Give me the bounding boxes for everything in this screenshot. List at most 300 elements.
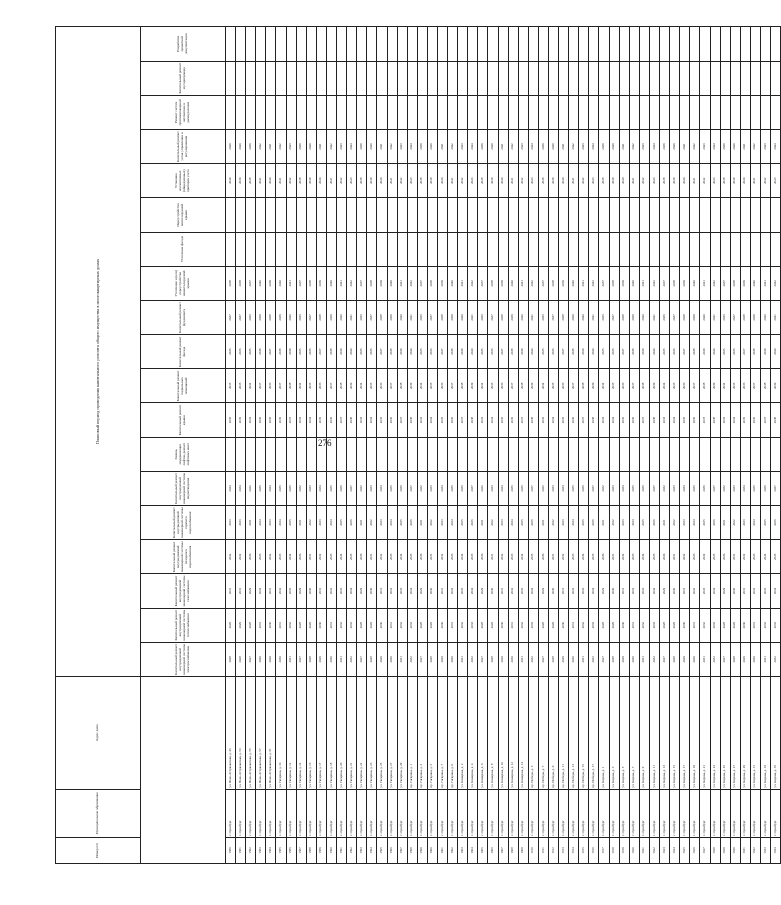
cell-year [306, 27, 316, 62]
cell-year: 2032 [589, 642, 599, 676]
cell-year: 2035 [549, 369, 559, 403]
cell-year: 2037 [306, 300, 316, 334]
cell-year [326, 61, 336, 95]
cell-year: 2032 [639, 608, 649, 642]
cell-year [256, 95, 266, 129]
cell-year [599, 95, 609, 129]
cell-year: 2032 [740, 540, 750, 574]
cell-year [347, 95, 357, 129]
cell-year: 2035 [750, 471, 760, 505]
cell-year: 2038 [660, 164, 670, 198]
cell-year: 2042 [771, 266, 781, 300]
cell-year [417, 232, 427, 266]
cell-year: 2038 [407, 403, 417, 437]
cell-year [276, 232, 286, 266]
cell-year [246, 95, 256, 129]
cell-year: 2039 [670, 164, 680, 198]
cell-address: ул. Гагарина, д. 17 [316, 676, 326, 789]
cell-year: 2035 [771, 540, 781, 574]
cell-year [720, 95, 730, 129]
cell-year: 2036 [256, 403, 266, 437]
cell-year: 2031 [619, 574, 629, 608]
cell-address: ул. Кирова, д. 27 [730, 676, 740, 789]
cell-year: 2036 [347, 506, 357, 540]
cell-year: 2041 [589, 300, 599, 334]
cell-year [700, 198, 710, 232]
cell-year [649, 198, 659, 232]
cell-number: 1626 [690, 837, 700, 863]
table-row [427, 27, 437, 864]
cell-year: 2040 [579, 300, 589, 334]
cell-year [478, 437, 488, 471]
cell-year [639, 27, 649, 62]
cell-year: 2035 [417, 335, 427, 369]
cell-year: 2038 [458, 369, 468, 403]
cell-year: 2029 [296, 574, 306, 608]
cell-year: 2033 [760, 574, 770, 608]
cell-year: 2042 [337, 164, 347, 198]
cell-year: 2029 [427, 608, 437, 642]
cell-year [559, 27, 569, 62]
cell-year: 2034 [599, 369, 609, 403]
cell-year: 2035 [236, 403, 246, 437]
cell-year [296, 27, 306, 62]
cell-year [538, 27, 548, 62]
cell-year [458, 198, 468, 232]
cell-year [367, 198, 377, 232]
cell-year: 2031 [639, 642, 649, 676]
cell-year: 2027 [357, 642, 367, 676]
cell-year: 2044 [589, 129, 599, 163]
cell-number: 1624 [670, 837, 680, 863]
cell-year: 2044 [468, 129, 478, 163]
header-work-type: Капитальный ремонт внутридомовой инженерной системы теплоснабжения [141, 608, 226, 642]
cell-year: 2035 [660, 335, 670, 369]
cell-year: 2037 [488, 300, 498, 334]
cell-year [407, 437, 417, 471]
cell-year [771, 61, 781, 95]
cell-year: 2031 [488, 540, 498, 574]
cell-year: 2029 [316, 642, 326, 676]
cell-year: 2040 [286, 300, 296, 334]
cell-year: 2034 [448, 506, 458, 540]
cell-year: 2030 [609, 574, 619, 608]
cell-year: 2030 [246, 540, 256, 574]
cell-year: 2032 [649, 642, 659, 676]
cell-municipality: г. Оренбург [226, 789, 236, 837]
cell-number: 1618 [609, 837, 619, 863]
cell-year: 2033 [458, 574, 468, 608]
cell-year: 2033 [629, 540, 639, 574]
cell-year: 2033 [538, 403, 548, 437]
cell-year: 2042 [690, 129, 700, 163]
cell-year: 2036 [680, 369, 690, 403]
cell-year: 2031 [286, 642, 296, 676]
cell-year [660, 61, 670, 95]
cell-year [357, 95, 367, 129]
cell-municipality: г. Оренбург [276, 789, 286, 837]
cell-year: 2033 [639, 574, 649, 608]
cell-year: 2041 [337, 266, 347, 300]
cell-year: 2030 [377, 608, 387, 642]
cell-number: 1589 [316, 837, 326, 863]
cell-year: 2034 [488, 403, 498, 437]
cell-address: ул. Комарова, д. 4 [468, 676, 478, 789]
cell-year: 2041 [276, 164, 286, 198]
cell-year: 2038 [397, 369, 407, 403]
cell-year: 2040 [337, 300, 347, 334]
cell-municipality: г. Оренбург [559, 789, 569, 837]
cell-year [508, 437, 518, 471]
cell-year: 2041 [629, 164, 639, 198]
cell-address: пр. Победы, д. 7 [538, 676, 548, 789]
cell-year: 2038 [730, 266, 740, 300]
header-work-type: Капитальный ремонт внутридомовой инженерной системы холодного водоснабжения [141, 540, 226, 574]
cell-number: 1611 [538, 837, 548, 863]
cell-year [549, 198, 559, 232]
cell-year: 2036 [559, 369, 569, 403]
cell-year: 2034 [518, 540, 528, 574]
cell-municipality: г. Оренбург [427, 789, 437, 837]
cell-number: 1622 [649, 837, 659, 863]
cell-year: 2032 [518, 608, 528, 642]
cell-year: 2038 [286, 369, 296, 403]
cell-number: 1583 [256, 837, 266, 863]
cell-year: 2043 [589, 164, 599, 198]
cell-year: 2036 [326, 403, 336, 437]
cell-year: 2027 [478, 642, 488, 676]
cell-year: 2031 [226, 574, 236, 608]
cell-year: 2033 [649, 608, 659, 642]
cell-year: 2035 [316, 403, 326, 437]
cell-municipality: г. Оренбург [710, 789, 720, 837]
cell-year: 2033 [417, 403, 427, 437]
cell-year: 2027 [720, 642, 730, 676]
cell-year [236, 437, 246, 471]
cell-year [326, 232, 336, 266]
cell-year: 2040 [549, 129, 559, 163]
cell-year [276, 27, 286, 62]
cell-number: 1587 [296, 837, 306, 863]
cell-year: 2033 [468, 608, 478, 642]
cell-year: 2030 [740, 608, 750, 642]
table-row [306, 27, 316, 864]
cell-year: 2038 [488, 266, 498, 300]
cell-number: 1592 [347, 837, 357, 863]
cell-year: 2031 [498, 574, 508, 608]
cell-year: 2027 [660, 642, 670, 676]
cell-municipality: г. Оренбург [700, 789, 710, 837]
header-work-type: Ремонт систем противопожарной автоматики и дымоудаления [141, 95, 226, 129]
cell-address: ул. Гагарина, д. 12 [286, 676, 296, 789]
cell-year [670, 61, 680, 95]
cell-year: 2036 [599, 300, 609, 334]
header-work-type: Капитальный ремонт внутридомовой инженерной системы водоотведения [141, 471, 226, 505]
cell-year [316, 61, 326, 95]
cell-year [337, 27, 347, 62]
cell-year: 2040 [710, 335, 720, 369]
cell-year: 2031 [367, 540, 377, 574]
cell-year: 2037 [569, 369, 579, 403]
cell-year: 2032 [670, 506, 680, 540]
cell-year [750, 27, 760, 62]
cell-year: 2032 [549, 506, 559, 540]
cell-year: 2037 [427, 300, 437, 334]
cell-year: 2029 [559, 642, 569, 676]
cell-year: 2037 [377, 335, 387, 369]
cell-number: 1600 [427, 837, 437, 863]
cell-year: 2034 [397, 540, 407, 574]
cell-year: 2042 [649, 266, 659, 300]
table-row [478, 27, 488, 864]
cell-year [569, 437, 579, 471]
cell-year [427, 27, 437, 62]
cell-address: ул. Кирова, д. 31 [750, 676, 760, 789]
cell-year: 2041 [387, 164, 397, 198]
table-row [468, 27, 478, 864]
cell-year [266, 232, 276, 266]
cell-year: 2034 [760, 540, 770, 574]
cell-number: 1599 [417, 837, 427, 863]
cell-year: 2042 [629, 129, 639, 163]
cell-year [246, 27, 256, 62]
cell-year: 2041 [508, 164, 518, 198]
cell-year [740, 27, 750, 62]
table-row [760, 27, 770, 864]
cell-year [397, 95, 407, 129]
cell-year [710, 232, 720, 266]
cell-year [296, 232, 306, 266]
cell-number: 1616 [589, 837, 599, 863]
cell-year [448, 95, 458, 129]
cell-year: 2040 [397, 300, 407, 334]
cell-year: 2032 [599, 471, 609, 505]
cell-year [337, 232, 347, 266]
cell-year: 2040 [750, 266, 760, 300]
cell-year: 2035 [468, 540, 478, 574]
cell-year: 2033 [407, 608, 417, 642]
cell-year [740, 61, 750, 95]
cell-year: 2034 [680, 471, 690, 505]
cell-year: 2034 [337, 540, 347, 574]
cell-year [579, 198, 589, 232]
cell-year: 2035 [569, 471, 579, 505]
cell-year: 2034 [296, 369, 306, 403]
cell-address: ул. Гагарина, д. 18 [326, 676, 336, 789]
cell-year: 2042 [448, 129, 458, 163]
cell-year [488, 232, 498, 266]
cell-year [760, 27, 770, 62]
cell-year: 2039 [518, 335, 528, 369]
cell-municipality: г. Оренбург [690, 789, 700, 837]
cell-year [498, 27, 508, 62]
cell-year: 2036 [629, 403, 639, 437]
cell-municipality: г. Оренбург [266, 789, 276, 837]
cell-year: 2033 [226, 506, 236, 540]
cell-year [387, 232, 397, 266]
cell-year [337, 61, 347, 95]
cell-year: 2032 [619, 540, 629, 574]
table-row [589, 27, 599, 864]
cell-year [326, 95, 336, 129]
cell-year: 2030 [306, 574, 316, 608]
cell-year: 2031 [549, 540, 559, 574]
cell-year: 2042 [347, 266, 357, 300]
cell-year: 2033 [680, 506, 690, 540]
cell-year [710, 437, 720, 471]
cell-address: ул. Гагарина, д. 10 [276, 676, 286, 789]
cell-year [599, 198, 609, 232]
cell-year: 2034 [569, 506, 579, 540]
cell-year: 2033 [599, 403, 609, 437]
cell-year [286, 437, 296, 471]
table-row [680, 27, 690, 864]
cell-number: 1610 [528, 837, 538, 863]
cell-year: 2035 [518, 506, 528, 540]
header-work-type: Капитальный ремонт внутридомовой инженерной системы горячего водоснабжения [141, 506, 226, 540]
cell-year: 2040 [367, 129, 377, 163]
cell-year [589, 95, 599, 129]
cell-year [387, 437, 397, 471]
cell-municipality: г. Оренбург [256, 789, 266, 837]
cell-year: 2035 [236, 369, 246, 403]
cell-year [559, 198, 569, 232]
cell-year: 2040 [639, 300, 649, 334]
cell-year: 2041 [639, 266, 649, 300]
cell-number: 1615 [579, 837, 589, 863]
cell-year [498, 198, 508, 232]
cell-number: 1619 [619, 837, 629, 863]
cell-address: ул. Кирова, д. 1 [599, 676, 609, 789]
cell-year: 2039 [296, 129, 306, 163]
cell-year: 2035 [740, 403, 750, 437]
cell-year [367, 437, 377, 471]
cell-year: 2041 [498, 129, 508, 163]
cell-year: 2039 [508, 300, 518, 334]
cell-year [508, 95, 518, 129]
cell-year: 2042 [579, 164, 589, 198]
cell-year: 2033 [377, 506, 387, 540]
cell-year [609, 437, 619, 471]
cell-address: пр. Победы, д. 15 [579, 676, 589, 789]
cell-year [427, 437, 437, 471]
cell-year: 2040 [528, 335, 538, 369]
cell-year [549, 95, 559, 129]
cell-year: 2036 [639, 471, 649, 505]
cell-year: 2040 [559, 164, 569, 198]
cell-year [619, 198, 629, 232]
table-row [367, 27, 377, 864]
cell-year: 2031 [377, 574, 387, 608]
cell-year: 2038 [609, 266, 619, 300]
cell-year: 2038 [538, 164, 548, 198]
cell-year [690, 232, 700, 266]
cell-year [740, 198, 750, 232]
cell-year: 2030 [508, 642, 518, 676]
cell-year: 2033 [367, 471, 377, 505]
cell-year: 2039 [306, 164, 316, 198]
cell-year: 2040 [730, 129, 740, 163]
table-row [599, 27, 609, 864]
cell-year: 2038 [680, 300, 690, 334]
cell-year: 2030 [367, 574, 377, 608]
cell-year: 2043 [337, 129, 347, 163]
cell-year: 2036 [569, 403, 579, 437]
cell-year: 2029 [660, 574, 670, 608]
cell-year [750, 232, 760, 266]
cell-year: 2039 [740, 266, 750, 300]
cell-year: 2036 [337, 471, 347, 505]
cell-year: 2041 [397, 266, 407, 300]
cell-year: 2039 [710, 369, 720, 403]
cell-year: 2030 [670, 574, 680, 608]
cell-year [639, 437, 649, 471]
cell-year: 2030 [448, 642, 458, 676]
cell-year [609, 198, 619, 232]
cell-year: 2035 [508, 471, 518, 505]
cell-year: 2036 [448, 403, 458, 437]
cell-year: 2042 [387, 129, 397, 163]
cell-year: 2034 [256, 506, 266, 540]
cell-year: 2032 [468, 642, 478, 676]
cell-year: 2042 [569, 129, 579, 163]
cell-year: 2041 [760, 266, 770, 300]
cell-year: 2033 [448, 540, 458, 574]
cell-year: 2041 [771, 300, 781, 334]
cell-year: 2037 [256, 369, 266, 403]
cell-year: 2038 [357, 164, 367, 198]
table-row [357, 27, 367, 864]
cell-year: 2042 [458, 164, 468, 198]
cell-year: 2034 [730, 403, 740, 437]
cell-year [306, 61, 316, 95]
cell-year: 2041 [256, 164, 266, 198]
cell-year [377, 95, 387, 129]
cell-year: 2037 [670, 300, 680, 334]
cell-year: 2032 [226, 540, 236, 574]
cell-year [468, 95, 478, 129]
cell-municipality: г. Оренбург [670, 789, 680, 837]
cell-year: 2029 [740, 642, 750, 676]
cell-year: 2039 [579, 335, 589, 369]
cell-municipality: г. Оренбург [306, 789, 316, 837]
header-work-type: Капитальный ремонт внутридомовой инженерной системы электроснабжения [141, 642, 226, 676]
cell-year: 2033 [316, 506, 326, 540]
cell-year [468, 198, 478, 232]
cell-year: 2033 [609, 471, 619, 505]
table-row [700, 27, 710, 864]
cell-municipality: г. Оренбург [448, 789, 458, 837]
cell-year: 2034 [417, 369, 427, 403]
cell-address: ул. Комарова, д. 14 [518, 676, 528, 789]
cell-year: 2030 [538, 540, 548, 574]
cell-year: 2028 [720, 608, 730, 642]
cell-municipality: г. Оренбург [528, 789, 538, 837]
cell-year: 2036 [246, 300, 256, 334]
cell-year [771, 27, 781, 62]
cell-year: 2036 [458, 471, 468, 505]
cell-year: 2040 [468, 335, 478, 369]
cell-year: 2039 [256, 300, 266, 334]
cell-number: 1631 [740, 837, 750, 863]
cell-year [256, 61, 266, 95]
cell-year: 2041 [750, 164, 760, 198]
cell-year [326, 27, 336, 62]
cell-year: 2031 [478, 506, 488, 540]
cell-year: 2032 [579, 608, 589, 642]
cell-year: 2035 [326, 471, 336, 505]
cell-year: 2036 [286, 471, 296, 505]
